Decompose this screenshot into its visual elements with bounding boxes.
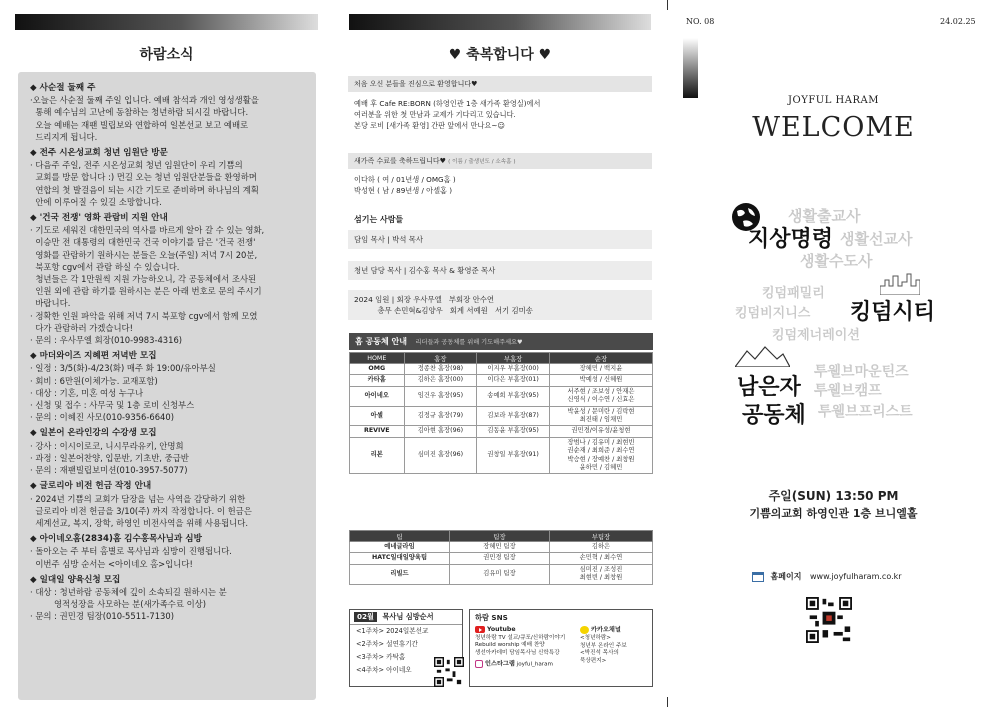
news-line: 이승만 전 대통령의 대한민국 건국 이야기를 담은 '건국 전쟁'	[30, 237, 256, 248]
schedule-title: 목사님 심방순서	[382, 612, 434, 621]
welcome-text: 예배 후 Cafe RE:BORN (하영인관 1층 새가족 환영실)에서 여러분을 위한 첫 만남과 교제가 기다리고 있습니다. 본당 로비 [새가족 환영] 간판 앞에서 만나요~☺	[354, 99, 541, 130]
news-line: 바랍니다.	[30, 298, 71, 309]
motto-13: 투웰브프리스트	[818, 404, 913, 420]
table-cell: 김하은 홈장(00)	[404, 375, 477, 386]
home-col-header: 홈장	[404, 353, 477, 364]
news-line: 드리지게 됩니다.	[30, 131, 98, 142]
table-cell: 김보라 부홈장(87)	[477, 406, 550, 426]
table-cell: 장혜민 팀장	[449, 542, 549, 553]
schedule-row: <4주차> 아이네오	[356, 666, 412, 674]
table-cell: 정종찬 홈장(98)	[404, 364, 477, 375]
kakao-icon	[580, 626, 589, 634]
welcome-title: WELCOME	[752, 112, 915, 143]
home-col-header: HOME	[350, 353, 405, 364]
table-cell: 아이네오	[350, 386, 405, 406]
qr-code-homepage[interactable]	[806, 597, 852, 643]
header-gradient-bar	[15, 14, 318, 30]
news-line: · 대상 : 청년하람 공동체에 깊이 소속되길 원하시는 분	[30, 586, 227, 597]
schedule-row: <2주차> 설연휴기간	[356, 640, 418, 648]
table-cell: 김동윤 부홈장(95)	[477, 426, 550, 437]
news-heading: ◆ 전주 시온성교회 청년 임원단 방문	[30, 148, 168, 159]
motto-11: 투웰브마운틴즈	[814, 364, 909, 380]
news-line: 영적성장을 사모하는 분(새가족수료 이상)	[30, 599, 207, 610]
welcome-bar: 처음 오신 분들을 진심으로 환영합니다♥	[348, 76, 652, 92]
table-cell: 장혜민 / 백지윤	[549, 364, 652, 375]
table-cell: 박윤성 / 문미란 / 김락현 최진태 / 임채민	[549, 406, 652, 426]
motto-1: 생활출교사	[788, 207, 861, 225]
schedule-row: <3주차> 카탁홈	[356, 653, 406, 661]
news-line: 통해 예수님의 고난에 동참하는 청년하람 되시길 바랍니다.	[30, 107, 249, 118]
schedule-month: 02월	[354, 612, 377, 622]
news-line: 이번주 심방 순서는 <아이네오 홈>입니다!	[30, 558, 193, 569]
table-cell: 송예희 부홈장(95)	[477, 386, 550, 406]
home-table	[349, 352, 653, 474]
news-box	[18, 72, 316, 700]
table-cell: 이다은 부홈장(01)	[477, 375, 550, 386]
team-col-header: 부팀장	[549, 531, 652, 542]
table-row	[350, 364, 653, 375]
sns-box	[469, 609, 653, 687]
youtube-label[interactable]: Youtube	[487, 626, 516, 633]
bless-title: ♥ 축복합니다 ♥	[448, 47, 552, 63]
motto-remnant: 남은자	[737, 375, 801, 400]
motto-great-commission: 지상명령	[748, 227, 834, 252]
news-section	[30, 147, 306, 208]
youth-pastor: 청년 담당 목사 | 김수홍 목사 & 황영준 목사	[348, 261, 652, 280]
instagram-id[interactable]: joyful_haram	[516, 661, 553, 668]
news-line: · 기도로 세워진 대한민국의 역사를 바르게 알아 갈 수 있는 영화,	[30, 225, 265, 236]
table-row	[350, 553, 653, 564]
news-heading: ◆ 아이네오홈(2834)홈 김수홍목사님과 심방	[30, 534, 202, 545]
mountains-icon	[735, 345, 790, 367]
news-line: · 문의 : 권민경 팀장(010-5511-7130)	[30, 611, 174, 622]
instagram-label[interactable]: 인스타그램	[485, 660, 515, 668]
org-name: JOYFUL HARAM	[788, 95, 879, 106]
homepage	[752, 571, 902, 582]
homepage-label: 홈페이지	[770, 572, 802, 581]
youtube-icon	[475, 626, 485, 633]
news-line: · 다음주 주일, 전주 시온성교회 청년 임원단이 우리 기쁨의	[30, 160, 243, 171]
home-header	[349, 333, 653, 350]
news-line: · 2024년 기쁨의 교회가 담장을 넘는 사역을 감당하기 위한	[30, 493, 246, 504]
news-panel	[0, 0, 333, 707]
motto-community: 공동체	[742, 403, 806, 428]
news-line: · 문의 : 재팬빌립보미션(010-3957-5077)	[30, 465, 188, 476]
news-line: · 일정 : 3/5(화)-4/23(화) 매주 화 19:00/유아부실	[30, 363, 216, 374]
newfam-bar-title: 새가족 수료를 축하드립니다♥	[354, 157, 446, 165]
motto-5: 킹덤패밀리	[762, 286, 825, 301]
news-line: 연합의 첫 발걸음이 되는 시간 기도로 준비하며 하나님의 계획	[30, 184, 259, 195]
homepage-url[interactable]: www.joyfulharam.co.kr	[810, 572, 902, 581]
news-line: 청년들은 각 1만원씩 지원 가능하오니, 각 공동체에서 조사된	[30, 274, 257, 285]
news-line: · 과정 : 일본어찬양, 입문반, 기초반, 중급반	[30, 452, 189, 463]
schedule-row: <1주차> 2024일본선교	[356, 627, 429, 635]
news-line: 영화를 관람하기 원하시는 분들은 오늘(주일) 저녁 7시 20분,	[30, 249, 258, 260]
news-section	[30, 427, 306, 476]
youtube-block	[475, 626, 575, 669]
motto-4: 생활수도사	[800, 252, 873, 270]
table-cell: 예네글라임	[350, 542, 450, 553]
table-row	[350, 386, 653, 406]
home-title: 홈 공동체 안내	[355, 337, 407, 346]
home-col-header: 순장	[549, 353, 652, 364]
news-heading: ◆ 일본어 온라인강의 수강생 모집	[30, 428, 157, 439]
table-cell: 심미진 / 조성진 최현빈 / 최창원	[549, 564, 652, 584]
motto-12: 투웰브캠프	[814, 383, 882, 399]
fold-mark	[667, 697, 668, 707]
news-section	[30, 82, 306, 143]
table-cell: 박예성 / 신혜원	[549, 375, 652, 386]
table-cell: 리본	[350, 437, 405, 474]
sns-title: 하람 SNS	[475, 613, 508, 622]
fold-mark	[667, 0, 668, 10]
kakao-desc: <청년하람> 청년부 온라인 주보 <박진석 목사의 묵상편지>	[580, 635, 627, 664]
issue-number: NO. 08	[686, 17, 715, 26]
table-cell: OMG	[350, 364, 405, 375]
home-col-header: 부홈장	[477, 353, 550, 364]
news-section	[30, 212, 306, 346]
service-place: 기쁨의교회 하영인관 1층 브니엘홀	[749, 507, 918, 520]
news-line: · 강사 : 이시이로코, 니시무라유키, 안명희	[30, 440, 184, 451]
table-cell: 이지우 부홈장(00)	[477, 364, 550, 375]
news-line: · 신청 및 접수 : 사무국 및 1층 로비 신청부스	[30, 400, 195, 411]
table-cell: 김정규 홈장(79)	[404, 406, 477, 426]
table-cell: 임건우 홈장(95)	[404, 386, 477, 406]
table-cell: 심미진 홈장(96)	[404, 437, 477, 474]
servers-title: 섬기는 사람들	[354, 215, 404, 224]
newfam-bar-sub: ( 이름 / 출생년도 / 소속홈 )	[448, 159, 516, 165]
newfam-text: 이다하 ( 여 / 01년생 / OMG홈 ) 박성현 ( 남 / 89년생 / 아셀홈 )	[354, 175, 456, 195]
news-title: 하람소식	[139, 47, 194, 63]
table-row	[350, 426, 653, 437]
news-line: · 돌아오는 주 부터 홈별로 목사님과 심방이 진행됩니다.	[30, 546, 232, 557]
team-col-header: 팀	[350, 531, 450, 542]
browser-icon	[752, 572, 764, 582]
youtube-desc: 청년하람 TV 설교/큐포/신하람이야기 Rebuild worship 예배 찬양 생선아카데미 담임목사님 신학특강	[475, 634, 566, 656]
news-line: · 문의 : 우사무엘 회장(010-9983-4316)	[30, 335, 183, 346]
news-line: · 문의 : 이혜진 사모(010-9356-6640)	[30, 412, 174, 423]
table-row	[350, 542, 653, 553]
senior-pastor: 담임 목사 | 박석 목사	[348, 230, 652, 249]
table-cell: HATC일대일양육팀	[350, 553, 450, 564]
news-heading: ◆ 마더와이즈 지혜편 저녁반 모집	[30, 351, 157, 362]
table-row	[350, 375, 653, 386]
motto-3: 생활선교사	[840, 230, 913, 248]
news-line: 다가 관람하러 가겠습니다!	[30, 322, 134, 333]
news-line: 오늘 예배는 재팬 빌립보와 연합하여 일본선교 보고 예배로	[30, 119, 249, 130]
news-line: · 정확한 인원 파악을 위해 저녁 7시 북포항 cgv에서 함께 모였	[30, 310, 258, 321]
table-row	[350, 437, 653, 474]
news-line: ·오늘은 사순절 둘째 주일 입니다. 예배 참석과 개인 영성생활을	[30, 95, 259, 106]
news-line: 북포항 cgv에서 관람 하실 수 있습니다.	[30, 261, 180, 272]
table-cell: 아셀	[350, 406, 405, 426]
table-cell: 김유미 팀장	[449, 564, 549, 584]
news-line: 글로리아 비전 헌금을 3/10(주) 까지 작정합니다. 이 헌금은	[30, 505, 252, 516]
kakao-label[interactable]: 카카오채널	[591, 626, 621, 634]
news-heading: ◆ 글로리아 비전 헌금 작정 안내	[30, 481, 152, 492]
table-cell: 카타홈	[350, 375, 405, 386]
motto-kingdom-city: 킹덤시티	[850, 300, 936, 325]
news-heading: ◆ '건국 전쟁' 영화 관람비 지원 안내	[30, 213, 168, 224]
news-line: 안에 이루어질 수 있길 소망합니다.	[30, 196, 162, 207]
team-col-header: 팀장	[449, 531, 549, 542]
fade-bar	[683, 38, 698, 98]
motto-8: 킹덤제너레이션	[772, 328, 860, 343]
news-line: 세계선교, 복지, 장학, 하영인 비전사역을 위해 사용됩니다.	[30, 517, 249, 528]
table-cell: 김아현 홈장(96)	[404, 426, 477, 437]
news-section	[30, 533, 306, 570]
team-table	[349, 530, 653, 585]
table-cell: 권민경/이유성/윤청현	[549, 426, 652, 437]
table-cell: 장범나 / 김유미 / 최현빈 권순재 / 최희준 / 최수연 박승현 / 장예찬 / 최창원 윤하민 / 김혜민	[549, 437, 652, 474]
table-cell: REVIVE	[350, 426, 405, 437]
kakao-block	[580, 626, 650, 665]
news-section	[30, 480, 306, 529]
table-cell: 서주현 / 조보성 / 안재은 신영식 / 이수연 / 신효은	[549, 386, 652, 406]
issue-date: 24.02.25	[940, 17, 976, 26]
officers: 2024 임원 | 회장 우사무엘 부회장 안수연 총무 손민혁&김양우 회계 서예원 서기 김미송	[348, 290, 652, 320]
news-line: 인원 외에 관람 하기를 원하시는 분은 아래 번호로 문의 주시기	[30, 286, 262, 297]
newfam-bar	[348, 153, 652, 169]
news-heading: ◆ 일대일 양육신청 모집	[30, 574, 121, 585]
table-row	[350, 406, 653, 426]
qr-code-small[interactable]	[434, 657, 464, 687]
city-skyline-icon	[880, 270, 920, 295]
news-line: · 회비 : 6만원(이체가능. 교재포함)	[30, 375, 158, 386]
table-cell: 김하은	[549, 542, 652, 553]
service-time: 주일(SUN) 13:50 PM	[768, 489, 899, 503]
table-cell: 권민경 팀장	[449, 553, 549, 564]
home-subtitle: 리더들과 공동체를 위해 기도해주세요♥	[415, 339, 523, 346]
news-heading: ◆ 사순절 둘째 주	[30, 83, 96, 93]
news-line: 교회를 방문 합니다 :) 먼길 오는 청년 임원단분들을 환영하며	[30, 172, 257, 183]
news-section	[30, 350, 306, 423]
motto-6: 킹덤비지니스	[735, 306, 811, 321]
table-cell: 권창일 부홈장(91)	[477, 437, 550, 474]
header-gradient-bar	[349, 14, 651, 30]
table-row	[350, 564, 653, 584]
news-line: · 대상 : 기혼, 미혼 여성 누구나	[30, 387, 144, 398]
table-cell: 리빌드	[350, 564, 450, 584]
visit-schedule-header	[350, 610, 462, 625]
table-cell: 손민혁 / 최수연	[549, 553, 652, 564]
instagram-icon	[475, 660, 483, 668]
news-section	[30, 574, 306, 623]
